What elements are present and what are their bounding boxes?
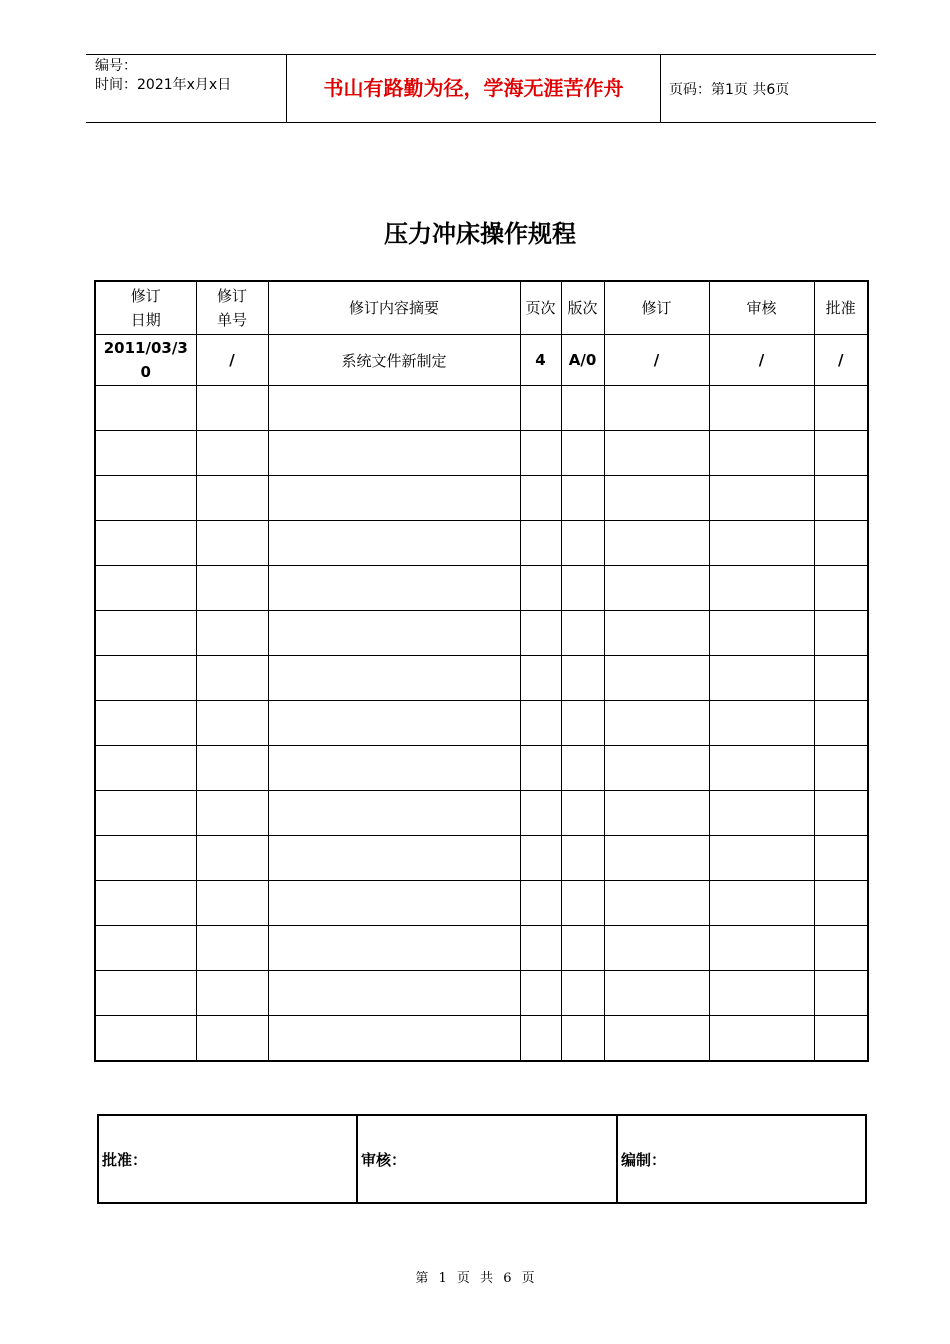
header-text: 修订 xyxy=(130,287,161,305)
cell-date-empty xyxy=(95,1016,196,1062)
cell-version-empty xyxy=(561,656,604,701)
cell-order-no: / xyxy=(196,335,268,386)
cell-approved-by-empty xyxy=(814,836,868,881)
cell-date-empty xyxy=(95,431,196,476)
cell-summary-empty xyxy=(268,701,520,746)
header-text: 修订 xyxy=(216,287,247,305)
col-header-version: 版次 xyxy=(561,281,604,335)
cell-revised-by-empty xyxy=(604,431,709,476)
cell-approved-by-empty xyxy=(814,701,868,746)
cell-version-empty xyxy=(561,566,604,611)
cell-page-empty xyxy=(520,431,561,476)
table-row-empty xyxy=(95,746,868,791)
cell-revised-by-empty xyxy=(604,566,709,611)
cell-approved-by-empty xyxy=(814,746,868,791)
cell-reviewed-by-empty xyxy=(709,386,814,431)
cell-page: 4 xyxy=(520,335,561,386)
cell-revised-by-empty xyxy=(604,791,709,836)
page-footer: 第 1 页 共 6 页 xyxy=(415,1271,535,1286)
cell-version-empty xyxy=(561,431,604,476)
cell-reviewed-by: / xyxy=(709,335,814,386)
cell-version: A/0 xyxy=(561,335,604,386)
cell-order-no-empty xyxy=(196,881,268,926)
cell-date-empty xyxy=(95,971,196,1016)
cell-order-no-empty xyxy=(196,1016,268,1062)
col-header-revised-by: 修订 xyxy=(604,281,709,335)
cell-page-empty xyxy=(520,836,561,881)
cell-date-empty xyxy=(95,566,196,611)
cell-approved-by-empty xyxy=(814,881,868,926)
cell-reviewed-by-empty xyxy=(709,701,814,746)
cell-revised-by-empty xyxy=(604,926,709,971)
cell-summary-empty xyxy=(268,386,520,431)
document-title: 压力冲床操作规程 xyxy=(384,219,576,248)
cell-version-empty xyxy=(561,746,604,791)
revision-header-row xyxy=(95,281,868,335)
cell-approved-by-empty xyxy=(814,656,868,701)
cell-reviewed-by-empty xyxy=(709,926,814,971)
cell-page-empty xyxy=(520,386,561,431)
cell-reviewed-by-empty xyxy=(709,611,814,656)
cell-date-empty xyxy=(95,926,196,971)
col-header-page: 页次 xyxy=(520,281,561,335)
cell-version-empty xyxy=(561,881,604,926)
table-row-empty xyxy=(95,1016,868,1062)
table-row-empty xyxy=(95,971,868,1016)
cell-order-no-empty xyxy=(196,656,268,701)
cell-revised-by-empty xyxy=(604,746,709,791)
cell-order-no-empty xyxy=(196,386,268,431)
cell-summary-empty xyxy=(268,746,520,791)
table-row-empty xyxy=(95,611,868,656)
cell-reviewed-by-empty xyxy=(709,521,814,566)
cell-page-empty xyxy=(520,926,561,971)
cell-reviewed-by-empty xyxy=(709,1016,814,1062)
cell-approved-by-empty xyxy=(814,1016,868,1062)
header-meta xyxy=(95,57,231,95)
revision-table xyxy=(94,280,869,1062)
cell-order-no-empty xyxy=(196,566,268,611)
header-bottom-rule xyxy=(86,122,876,123)
cell-revised-by-empty xyxy=(604,656,709,701)
review-cell: 审核： xyxy=(357,1115,617,1203)
cell-order-no-empty xyxy=(196,611,268,656)
cell-approved-by-empty xyxy=(814,566,868,611)
header-text: 单号 xyxy=(216,311,247,329)
cell-approved-by: / xyxy=(814,335,868,386)
cell-page-empty xyxy=(520,611,561,656)
cell-order-no-empty xyxy=(196,836,268,881)
table-row-empty xyxy=(95,521,868,566)
cell-order-no-empty xyxy=(196,476,268,521)
cell-summary-empty xyxy=(268,881,520,926)
cell-order-no-empty xyxy=(196,746,268,791)
cell-version-empty xyxy=(561,836,604,881)
header-text: 日期 xyxy=(130,311,161,329)
cell-order-no-empty xyxy=(196,521,268,566)
cell-summary-empty xyxy=(268,566,520,611)
cell-reviewed-by-empty xyxy=(709,431,814,476)
table-row-empty xyxy=(95,791,868,836)
col-header-date xyxy=(95,281,196,335)
cell-summary-empty xyxy=(268,791,520,836)
cell-reviewed-by-empty xyxy=(709,791,814,836)
cell-date-empty xyxy=(95,521,196,566)
cell-text: 0 xyxy=(140,363,151,381)
cell-approved-by-empty xyxy=(814,971,868,1016)
cell-page-empty xyxy=(520,656,561,701)
table-row-empty xyxy=(95,656,868,701)
cell-version-empty xyxy=(561,926,604,971)
approval-row xyxy=(98,1115,866,1203)
cell-summary: 系统文件新制定 xyxy=(268,335,520,386)
col-header-order-no xyxy=(196,281,268,335)
cell-revised-by-empty xyxy=(604,836,709,881)
cell-reviewed-by-empty xyxy=(709,836,814,881)
cell-approved-by-empty xyxy=(814,386,868,431)
table-row-empty xyxy=(95,476,868,521)
table-row-empty xyxy=(95,566,868,611)
cell-reviewed-by-empty xyxy=(709,566,814,611)
compile-cell: 编制： xyxy=(617,1115,866,1203)
cell-reviewed-by-empty xyxy=(709,881,814,926)
cell-approved-by-empty xyxy=(814,611,868,656)
cell-version-empty xyxy=(561,971,604,1016)
cell-reviewed-by-empty xyxy=(709,476,814,521)
cell-page-empty xyxy=(520,701,561,746)
cell-order-no-empty xyxy=(196,431,268,476)
cell-approved-by-empty xyxy=(814,791,868,836)
cell-date-empty xyxy=(95,476,196,521)
col-header-approved-by: 批准 xyxy=(814,281,868,335)
cell-reviewed-by-empty xyxy=(709,746,814,791)
cell-date-empty xyxy=(95,386,196,431)
cell-date-empty xyxy=(95,746,196,791)
cell-version-empty xyxy=(561,1016,604,1062)
cell-page-empty xyxy=(520,521,561,566)
table-row xyxy=(95,335,868,386)
cell-page-empty xyxy=(520,1016,561,1062)
cell-version-empty xyxy=(561,476,604,521)
cell-reviewed-by-empty xyxy=(709,971,814,1016)
cell-reviewed-by-empty xyxy=(709,656,814,701)
col-header-summary: 修订内容摘要 xyxy=(268,281,520,335)
cell-summary-empty xyxy=(268,521,520,566)
table-row-empty xyxy=(95,431,868,476)
cell-revised-by-empty xyxy=(604,701,709,746)
table-row-empty xyxy=(95,836,868,881)
cell-revised-by-empty xyxy=(604,611,709,656)
cell-date-empty xyxy=(95,881,196,926)
cell-date-empty xyxy=(95,791,196,836)
cell-date-empty xyxy=(95,611,196,656)
cell-revised-by-empty xyxy=(604,386,709,431)
header-motto: 书山有路勤为径，学海无涯苦作舟 xyxy=(323,76,624,100)
approval-table xyxy=(97,1114,867,1204)
cell-date-empty xyxy=(95,656,196,701)
cell-revised-by: / xyxy=(604,335,709,386)
cell-approved-by-empty xyxy=(814,926,868,971)
cell-summary-empty xyxy=(268,926,520,971)
cell-order-no-empty xyxy=(196,926,268,971)
table-row-empty xyxy=(95,701,868,746)
table-row-empty xyxy=(95,881,868,926)
cell-revised-by-empty xyxy=(604,476,709,521)
cell-summary-empty xyxy=(268,836,520,881)
table-row-empty xyxy=(95,386,868,431)
cell-order-no-empty xyxy=(196,791,268,836)
cell-revised-by-empty xyxy=(604,881,709,926)
header-page-info: 页码：第1页 共6页 xyxy=(669,82,790,98)
table-row-empty xyxy=(95,926,868,971)
cell-version-empty xyxy=(561,386,604,431)
cell-date-empty xyxy=(95,836,196,881)
header-divider xyxy=(660,54,661,122)
cell-page-empty xyxy=(520,476,561,521)
cell-revised-by-empty xyxy=(604,1016,709,1062)
cell-version-empty xyxy=(561,521,604,566)
cell-page-empty xyxy=(520,791,561,836)
header-top-rule xyxy=(86,54,876,55)
cell-summary-empty xyxy=(268,656,520,701)
cell-version-empty xyxy=(561,791,604,836)
cell-order-no-empty xyxy=(196,701,268,746)
cell-revised-by-empty xyxy=(604,971,709,1016)
cell-revised-by-empty xyxy=(604,521,709,566)
cell-summary-empty xyxy=(268,611,520,656)
cell-approved-by-empty xyxy=(814,431,868,476)
cell-version-empty xyxy=(561,701,604,746)
cell-version-empty xyxy=(561,611,604,656)
cell-date xyxy=(95,335,196,386)
cell-summary-empty xyxy=(268,1016,520,1062)
cell-date-empty xyxy=(95,701,196,746)
cell-approved-by-empty xyxy=(814,521,868,566)
cell-page-empty xyxy=(520,971,561,1016)
time-label: 时间：2021年x月x日 xyxy=(95,77,232,93)
cell-page-empty xyxy=(520,881,561,926)
cell-approved-by-empty xyxy=(814,476,868,521)
cell-page-empty xyxy=(520,746,561,791)
cell-text: 2011/03/3 xyxy=(103,339,188,357)
cell-summary-empty xyxy=(268,971,520,1016)
cell-summary-empty xyxy=(268,476,520,521)
doc-number-label: 编号： xyxy=(95,58,137,74)
cell-order-no-empty xyxy=(196,971,268,1016)
cell-summary-empty xyxy=(268,431,520,476)
cell-page-empty xyxy=(520,566,561,611)
col-header-reviewed-by: 审核 xyxy=(709,281,814,335)
approve-cell: 批准： xyxy=(98,1115,357,1203)
